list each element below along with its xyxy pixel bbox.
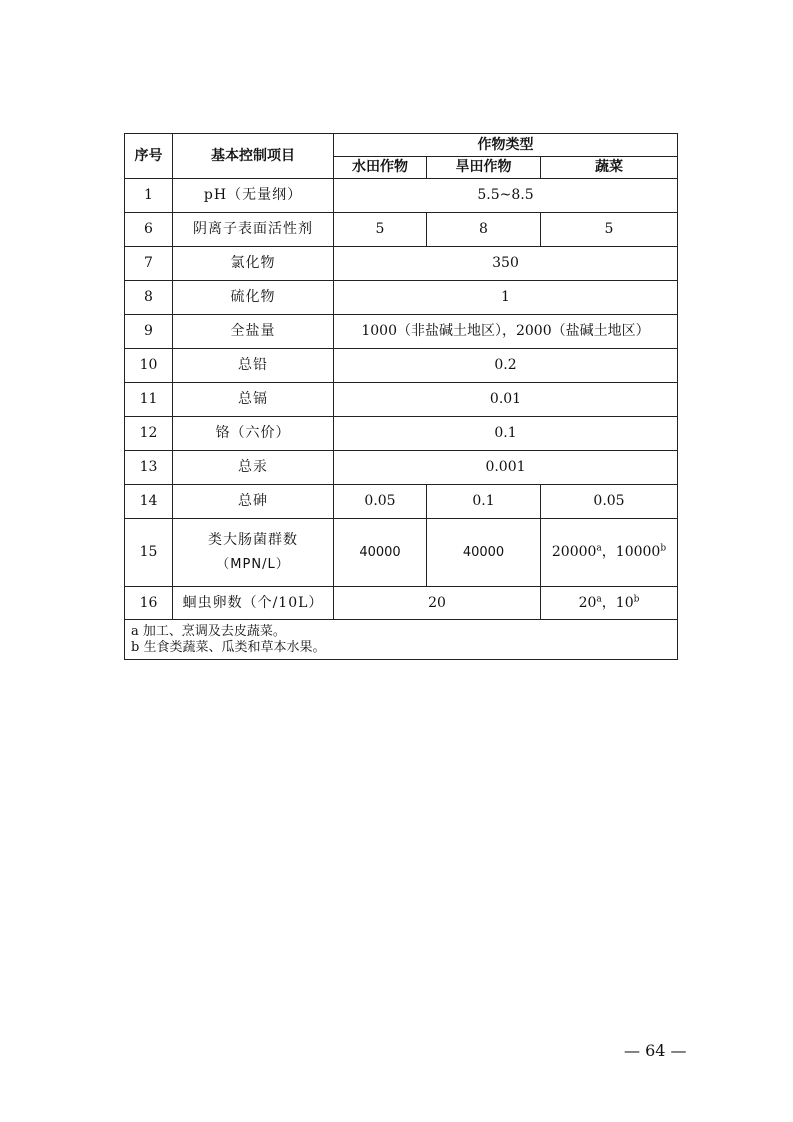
value-separator: ， bbox=[601, 544, 616, 561]
row-item-line1: 类大肠菌群数 bbox=[208, 531, 298, 548]
row-value-all: 0.2 bbox=[334, 349, 678, 383]
row-number: 7 bbox=[125, 247, 173, 281]
row-item: 总砷 bbox=[173, 485, 334, 519]
row-item: 氯化物 bbox=[173, 247, 334, 281]
row-value-vegetable bbox=[541, 587, 678, 620]
row-value-all: 0.1 bbox=[334, 417, 678, 451]
row-item: pH（无量纲） bbox=[173, 179, 334, 213]
row-value-paddy: 0.05 bbox=[334, 485, 427, 519]
header-crop-type: 作物类型 bbox=[334, 134, 678, 157]
row-value-vegetable bbox=[541, 519, 678, 587]
header-seq: 序号 bbox=[125, 134, 173, 179]
row-item bbox=[173, 519, 334, 587]
note-a: a 加工、烹调及去皮蔬菜。 bbox=[131, 624, 286, 639]
row-item: 总汞 bbox=[173, 451, 334, 485]
row-number: 1 bbox=[125, 179, 173, 213]
row-value-paddy: 5 bbox=[334, 213, 427, 247]
table-notes bbox=[125, 620, 678, 660]
row-number: 12 bbox=[125, 417, 173, 451]
header-row-1 bbox=[125, 134, 678, 157]
table-row bbox=[125, 587, 678, 620]
row-number: 14 bbox=[125, 485, 173, 519]
value-a: 20000 bbox=[551, 544, 597, 561]
row-value-dryland: 0.1 bbox=[427, 485, 541, 519]
row-item: 总镉 bbox=[173, 383, 334, 417]
table-row bbox=[125, 281, 678, 315]
row-value-dryland: 40000 bbox=[427, 519, 541, 587]
row-number: 9 bbox=[125, 315, 173, 349]
table-row bbox=[125, 349, 678, 383]
row-value-vegetable: 0.05 bbox=[541, 485, 678, 519]
row-number: 6 bbox=[125, 213, 173, 247]
footnote-mark-b: b bbox=[660, 543, 667, 554]
row-item: 阴离子表面活性剂 bbox=[173, 213, 334, 247]
row-value-paddy: 40000 bbox=[334, 519, 427, 587]
header-dryland: 旱田作物 bbox=[427, 157, 541, 179]
table-row bbox=[125, 485, 678, 519]
row-item-line2: （MPN/L） bbox=[216, 557, 290, 573]
row-value-all: 1 bbox=[334, 281, 678, 315]
notes-row bbox=[125, 620, 678, 660]
footnote-mark-a: a bbox=[596, 593, 602, 604]
table-row bbox=[125, 179, 678, 213]
footnote-mark-a: a bbox=[596, 543, 602, 554]
value-separator: ， bbox=[601, 594, 616, 611]
row-item: 蛔虫卵数（个/10L） bbox=[173, 587, 334, 620]
row-item: 铬（六价） bbox=[173, 417, 334, 451]
table-row bbox=[125, 451, 678, 485]
row-value-all: 0.01 bbox=[334, 383, 678, 417]
table-row bbox=[125, 519, 678, 587]
row-item: 硫化物 bbox=[173, 281, 334, 315]
row-number: 11 bbox=[125, 383, 173, 417]
table-row bbox=[125, 417, 678, 451]
row-number: 16 bbox=[125, 587, 173, 620]
note-b: b 生食类蔬菜、瓜类和草本水果。 bbox=[131, 639, 326, 655]
table-row bbox=[125, 247, 678, 281]
header-vegetable: 蔬菜 bbox=[541, 157, 678, 179]
value-b: 10000 bbox=[615, 544, 661, 561]
header-item: 基本控制项目 bbox=[173, 134, 334, 179]
page-number: — 64 — bbox=[624, 1041, 687, 1060]
table-row bbox=[125, 213, 678, 247]
header-paddy: 水田作物 bbox=[334, 157, 427, 179]
row-value-all: 5.5~8.5 bbox=[334, 179, 678, 213]
value-a: 20 bbox=[578, 594, 597, 611]
row-value-vegetable: 5 bbox=[541, 213, 678, 247]
value-b: 10 bbox=[615, 594, 634, 611]
table-row bbox=[125, 315, 678, 349]
row-value-all: 350 bbox=[334, 247, 678, 281]
row-item: 全盐量 bbox=[173, 315, 334, 349]
footnote-mark-b: b bbox=[633, 593, 640, 604]
row-number: 15 bbox=[125, 519, 173, 587]
row-value-dryland: 8 bbox=[427, 213, 541, 247]
row-value-all: 0.001 bbox=[334, 451, 678, 485]
table-row bbox=[125, 383, 678, 417]
row-item: 总铅 bbox=[173, 349, 334, 383]
irrigation-water-standard-table bbox=[124, 133, 678, 660]
row-value-all: 1000（非盐碱土地区），2000（盐碱土地区） bbox=[334, 315, 678, 349]
row-number: 13 bbox=[125, 451, 173, 485]
row-number: 10 bbox=[125, 349, 173, 383]
row-value-paddy-dryland: 20 bbox=[334, 587, 541, 620]
row-number: 8 bbox=[125, 281, 173, 315]
